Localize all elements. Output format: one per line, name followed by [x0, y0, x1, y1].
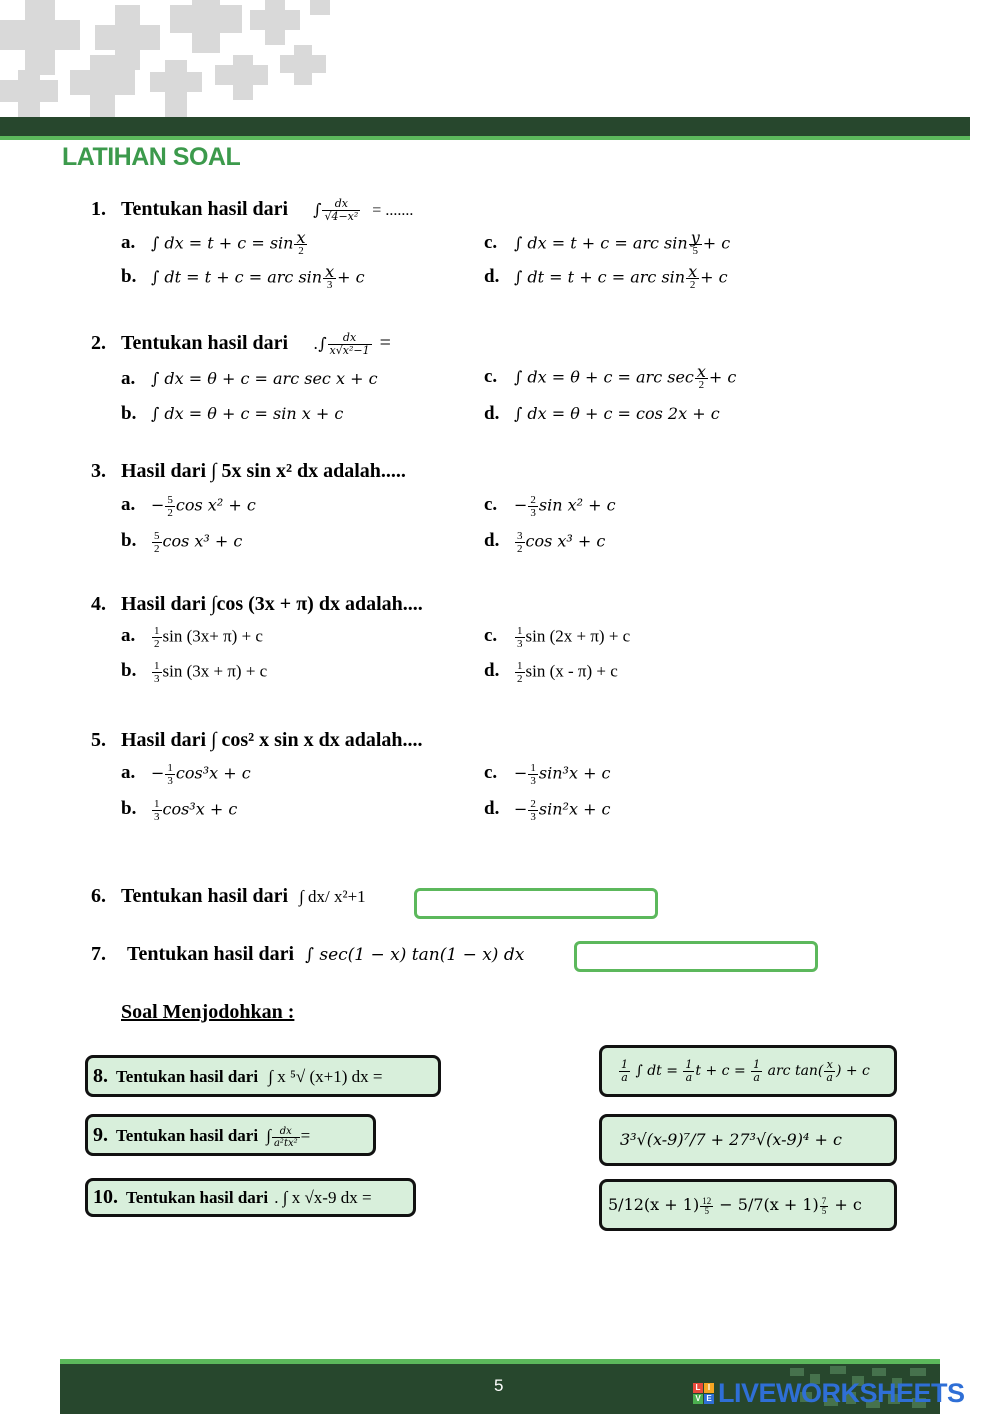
question-6: 6. Tentukan hasil dari ∫ dx/ x²+1	[91, 885, 366, 907]
q5-option-c[interactable]: c. − $\frac{1}{3}$ sin³x + c	[484, 762, 611, 787]
q4-option-c[interactable]: c. $\frac{1}{3}$ sin (2x + π) + c	[484, 625, 631, 650]
q5-option-d[interactable]: d. − $\frac{2}{3}$ sin²x + c	[484, 798, 611, 823]
match-answer-3[interactable]: 5/12(x + 1) $\frac{12}{5}$ − 5/7(x + 1) $\frac{7}{5}$ + c	[599, 1179, 897, 1231]
q3-option-a[interactable]: a. − $\frac{5}{2}$ cos x² + c	[121, 494, 256, 519]
match-answer-1[interactable]: $\frac{1}{a}$ ∫ dt = $\frac{1}{a}$ t + c = $\frac{1}{a}$ arc tan( $\frac{x}{a}$ ) + c	[599, 1045, 897, 1097]
matching-heading: Soal Menjodohkan :	[121, 1001, 295, 1023]
q2-option-d[interactable]: d. ∫ dx = θ + c = cos 2x + c	[484, 403, 720, 424]
q1-option-d[interactable]: d. ∫ dt = t + c = arc sin $\frac{x}{2}$ + c	[484, 262, 728, 291]
q3-option-b[interactable]: b. $\frac{5}{2}$ cos x³ + c	[121, 530, 243, 555]
q2-option-a[interactable]: a. ∫ dx = θ + c = arc sec x + c	[121, 368, 378, 389]
page-number: 5	[494, 1376, 504, 1395]
q4-option-b[interactable]: b. $\frac{1}{3}$ sin (3x + π) + c	[121, 660, 268, 685]
question-5: 5. Hasil dari ∫ cos² x sin x dx adalah....	[91, 729, 423, 751]
liveworksheets-logo[interactable]: L I V E LIVEWORKSHEETS	[693, 1378, 965, 1409]
match-answer-2[interactable]: 3³√(x-9)⁷/7 + 27³√(x-9)⁴ + c	[599, 1114, 897, 1166]
liveworksheets-logo-icon: L I V E	[693, 1383, 714, 1404]
q4-option-a[interactable]: a. $\frac{1}{2}$ sin (3x+ π) + c	[121, 625, 263, 650]
q3-option-c[interactable]: c. − $\frac{2}{3}$ sin x² + c	[484, 494, 616, 519]
q6-answer-input[interactable]	[414, 888, 658, 919]
question-4: 4. Hasil dari ∫cos (3x + π) dx adalah....	[91, 593, 423, 615]
q2-option-b[interactable]: b. ∫ dx = θ + c = sin x + c	[121, 403, 344, 424]
header-band	[0, 117, 970, 136]
match-item-9[interactable]: 9. Tentukan hasil dari ∫ $\frac{dx}{\text{a²tx²}}$ =	[85, 1114, 376, 1156]
q3-option-d[interactable]: d. $\frac{3}{2}$ cos x³ + c	[484, 530, 606, 555]
header-pattern	[0, 0, 360, 118]
q5-option-b[interactable]: b. $\frac{1}{3}$ cos³x + c	[121, 798, 238, 823]
q7-answer-input[interactable]	[574, 941, 818, 972]
page-title: LATIHAN SOAL	[62, 143, 241, 171]
header-band-accent	[0, 136, 970, 140]
question-1: 1. Tentukan hasil dari ∫ $\frac{dx}{\text{√4−x²}}$ = .......	[91, 197, 414, 223]
q1-option-b[interactable]: b. ∫ dt = t + c = arc sin $\frac{x}{3}$ + c	[121, 262, 365, 291]
q5-option-a[interactable]: a. − $\frac{1}{3}$ cos³x + c	[121, 762, 251, 787]
q4-option-d[interactable]: d. $\frac{1}{2}$ sin (x - π) + c	[484, 660, 618, 685]
match-item-10[interactable]: 10. Tentukan hasil dari . ∫ x √x-9 dx =	[85, 1178, 416, 1217]
question-3: 3. Hasil dari ∫ 5x sin x² dx adalah.....	[91, 460, 406, 482]
q2-option-c[interactable]: c. ∫ dx = θ + c = arc sec $\frac{x}{2}$ + c	[484, 362, 737, 391]
match-item-8[interactable]: 8. Tentukan hasil dari ∫ x ⁵√ (x+1) dx =	[85, 1055, 441, 1097]
q1-option-a[interactable]: a. ∫ dx = t + c = sin $\frac{x}{2}$	[121, 228, 306, 257]
question-7: 7. Tentukan hasil dari ∫ sec(1 − x) tan(1 − x) dx	[91, 943, 525, 965]
q1-option-c[interactable]: c. ∫ dx = t + c = arc sin $\frac{y}{5}$ + c	[484, 228, 731, 257]
question-2: 2. Tentukan hasil dari .∫ $\frac{dx}{\text{x√x²−1}}$ =	[91, 331, 391, 357]
